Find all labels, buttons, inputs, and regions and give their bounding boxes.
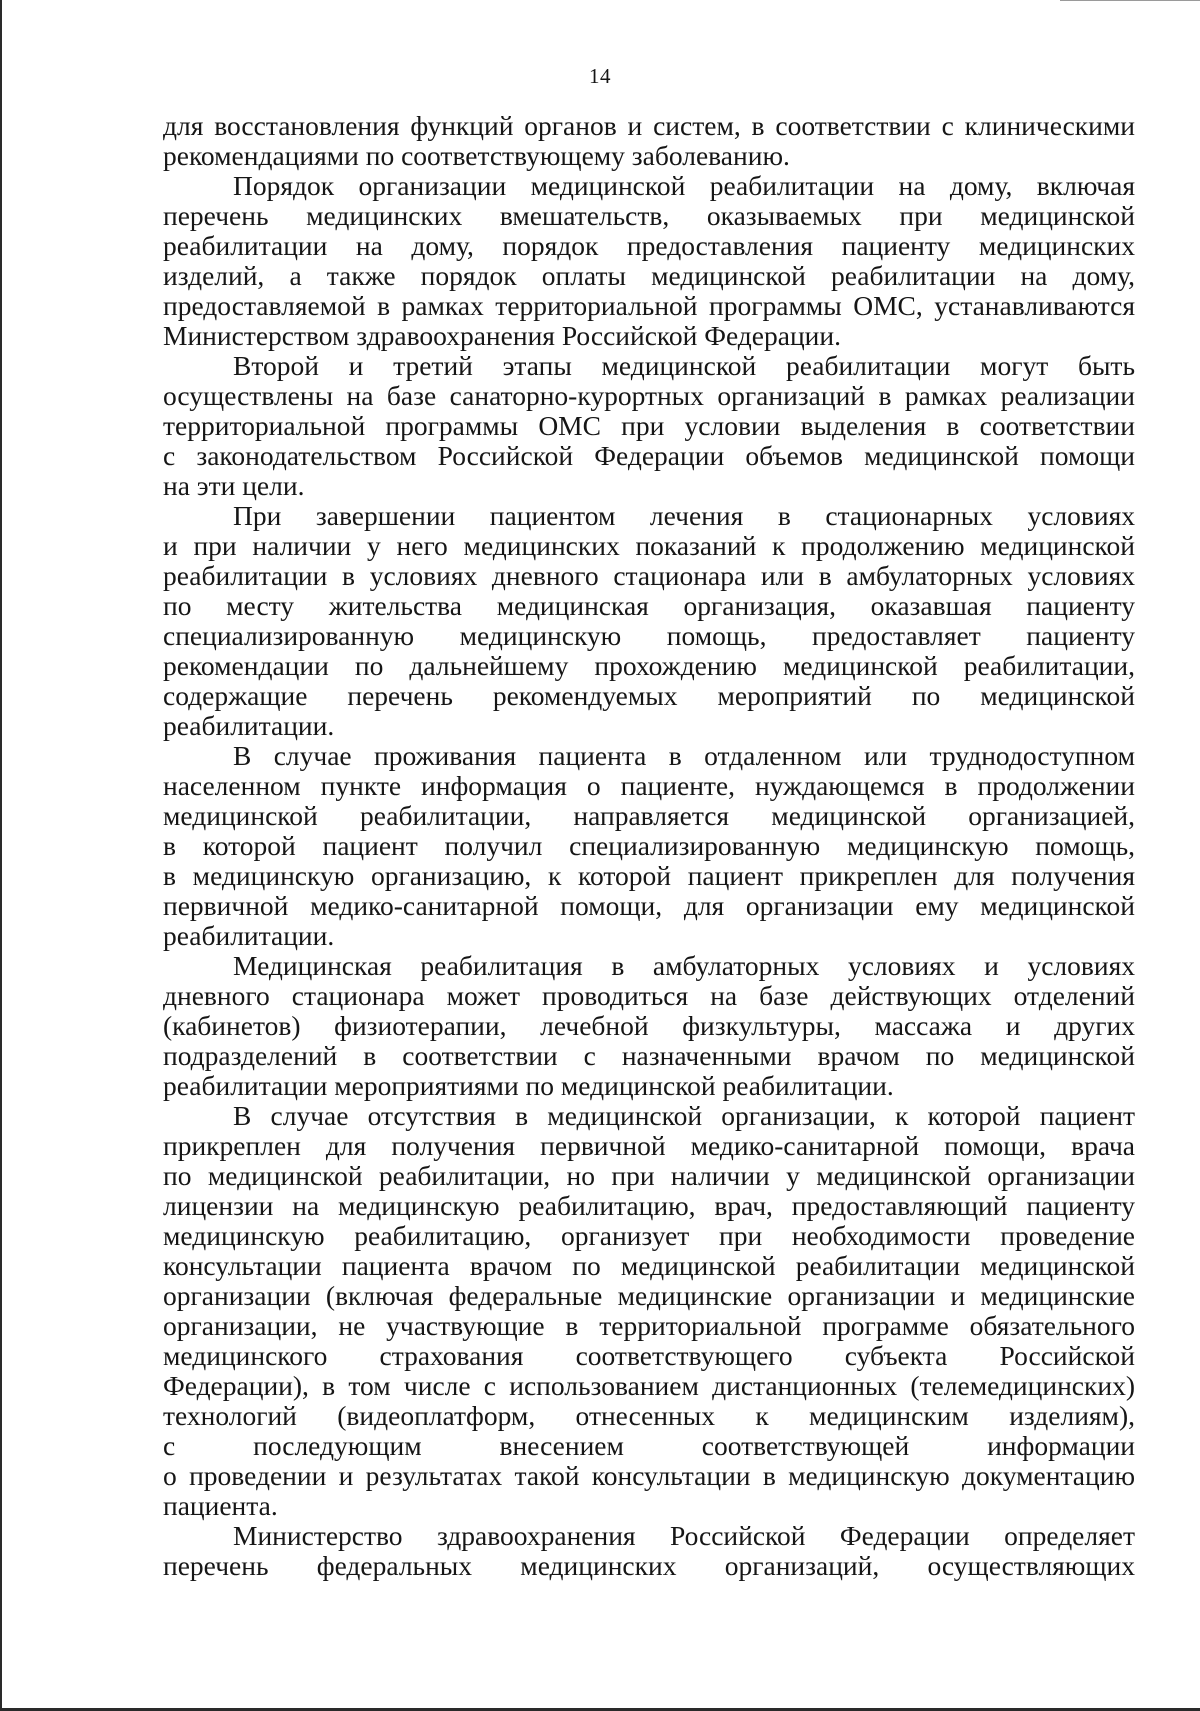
text-line: технологий (видеоплатформ, отнесенных к медицинским изделиям), <box>163 1400 1135 1431</box>
text-line: в медицинскую организацию, к которой пациент прикреплен для получения <box>163 860 1135 891</box>
text-line: с последующим внесением соответствующей информации <box>163 1430 1135 1461</box>
paragraph <box>163 501 1135 741</box>
text-line: прикреплен для получения первичной медико-санитарной помощи, врача <box>163 1130 1135 1161</box>
text-line: реабилитации. <box>163 920 335 951</box>
text-line: реабилитации в условиях дневного стационара или в амбулаторных условиях <box>163 560 1135 591</box>
text-line: реабилитации на дому, порядок предоставления пациенту медицинских <box>163 230 1135 261</box>
text-line: При завершении пациентом лечения в стационарных условиях <box>233 500 1135 531</box>
text-line: территориальной программы ОМС при условии выделения в соответствии <box>163 410 1135 441</box>
text-line: населенном пункте информация о пациенте, нуждающемся в продолжении <box>163 770 1135 801</box>
page-number: 14 <box>589 64 611 88</box>
text-line: медицинского страхования соответствующего субъекта Российской <box>163 1340 1135 1371</box>
text-line: первичной медико-санитарной помощи, для организации ему медицинской <box>163 890 1135 921</box>
text-line: о проведении и результатах такой консультации в медицинскую документацию <box>163 1460 1135 1491</box>
text-line: пациента. <box>163 1490 278 1521</box>
text-line: рекомендации по дальнейшему прохождению медицинской реабилитации, <box>163 650 1135 681</box>
text-line: с законодательством Российской Федерации объемов медицинской помощи <box>163 440 1135 471</box>
document-body <box>163 111 1135 1581</box>
text-line: консультации пациента врачом по медицинской реабилитации медицинской <box>163 1250 1135 1281</box>
text-line: Второй и третий этапы медицинской реабилитации могут быть <box>233 350 1135 381</box>
text-line: и при наличии у него медицинских показаний к продолжению медицинской <box>163 530 1135 561</box>
paragraph <box>163 1101 1135 1521</box>
paragraph <box>163 111 1135 171</box>
text-line: специализированную медицинскую помощь, предоставляет пациенту <box>163 620 1135 651</box>
text-line: (кабинетов) физиотерапии, лечебной физкультуры, массажа и других <box>163 1010 1135 1041</box>
text-line: реабилитации. <box>163 710 335 741</box>
text-line: В случае отсутствия в медицинской организации, к которой пациент <box>233 1100 1135 1131</box>
text-line: Министерством здравоохранения Российской Федерации. <box>163 320 841 351</box>
text-line: Медицинская реабилитация в амбулаторных условиях и условиях <box>233 950 1135 981</box>
text-line: перечень федеральных медицинских организаций, осуществляющих <box>163 1550 1135 1581</box>
text-line: подразделений в соответствии с назначенными врачом по медицинской <box>163 1040 1135 1071</box>
text-line: Федерации), в том числе с использованием дистанционных (телемедицинских) <box>163 1370 1135 1401</box>
text-line: в которой пациент получил специализированную медицинскую помощь, <box>163 830 1135 861</box>
scan-edge-top <box>1060 0 1200 1</box>
text-line: медицинскую реабилитацию, организует при необходимости проведение <box>163 1220 1135 1251</box>
scan-edge-left <box>0 0 2 1711</box>
paragraph <box>163 1521 1135 1581</box>
paragraph <box>163 951 1135 1101</box>
text-line: организации, не участвующие в территориальной программе обязательного <box>163 1310 1135 1341</box>
paragraph <box>163 351 1135 501</box>
paragraph <box>163 741 1135 951</box>
text-line: медицинской реабилитации, направляется медицинской организацией, <box>163 800 1135 831</box>
text-line: В случае проживания пациента в отдаленном или труднодоступном <box>233 740 1135 771</box>
paragraph <box>163 171 1135 351</box>
text-line: Министерство здравоохранения Российской Федерации определяет <box>233 1520 1135 1551</box>
text-line: предоставляемой в рамках территориальной программы ОМС, устанавливаются <box>163 290 1135 321</box>
text-line: Порядок организации медицинской реабилитации на дому, включая <box>233 170 1135 201</box>
text-line: содержащие перечень рекомендуемых мероприятий по медицинской <box>163 680 1135 711</box>
text-line: реабилитации мероприятиями по медицинской реабилитации. <box>163 1070 894 1101</box>
text-line: перечень медицинских вмешательств, оказываемых при медицинской <box>163 200 1135 231</box>
text-line: рекомендациями по соответствующему заболеванию. <box>163 140 790 171</box>
text-line: для восстановления функций органов и систем, в соответствии с клиническими <box>163 110 1135 141</box>
text-line: дневного стационара может проводиться на базе действующих отделений <box>163 980 1135 1011</box>
text-line: изделий, а также порядок оплаты медицинской реабилитации на дому, <box>163 260 1135 291</box>
text-line: осуществлены на базе санаторно-курортных организаций в рамках реализации <box>163 380 1135 411</box>
text-line: организации (включая федеральные медицинские организации и медицинские <box>163 1280 1135 1311</box>
text-line: по медицинской реабилитации, но при наличии у медицинской организации <box>163 1160 1135 1191</box>
text-line: по месту жительства медицинская организация, оказавшая пациенту <box>163 590 1135 621</box>
text-line: на эти цели. <box>163 470 305 501</box>
text-line: лицензии на медицинскую реабилитацию, врач, предоставляющий пациенту <box>163 1190 1135 1221</box>
